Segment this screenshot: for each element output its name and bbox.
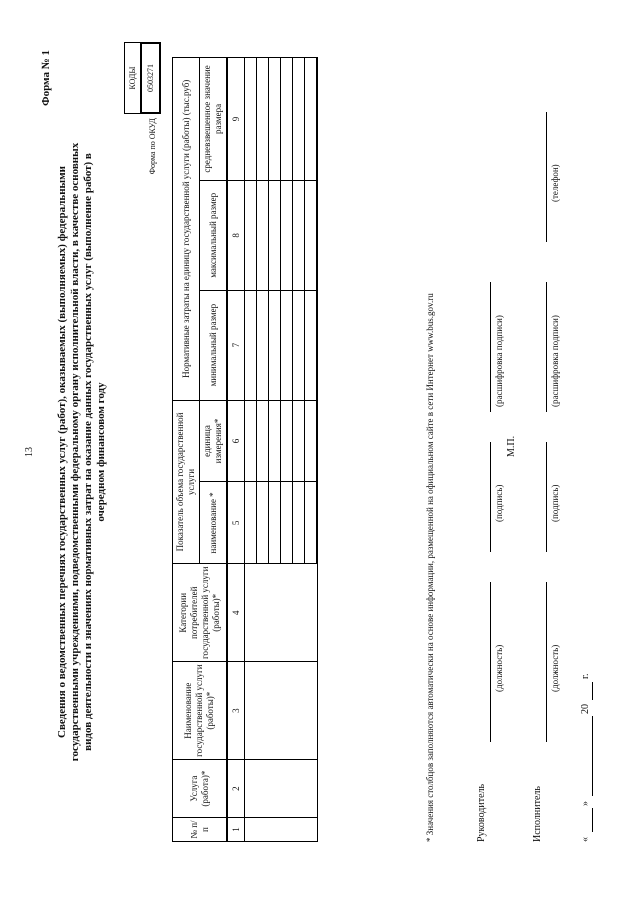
date-day-line: [592, 808, 593, 832]
table-cell: [245, 482, 257, 564]
table-cell: [269, 400, 281, 482]
title-line: очередном финансовом году: [95, 382, 107, 522]
okud-code: 0503271: [140, 42, 161, 114]
executor-decode-line: [546, 282, 547, 412]
table-cell: [257, 482, 269, 564]
head-decode-line: [490, 282, 491, 412]
table-cell: [305, 58, 318, 181]
header-service: Услуга (работа)*: [173, 760, 228, 818]
title-line: Сведения о ведомственных перечнях государственных услуг (работ), оказываемых (выполняемых) федеральными: [56, 166, 68, 738]
rotated-form-sheet: [20, 22, 620, 882]
head-signature-line: [490, 442, 491, 552]
executor-position-caption: (должность): [550, 644, 560, 692]
head-signature-caption: (подпись): [494, 484, 504, 522]
header-no: № п/п: [173, 818, 228, 842]
executor-position-line: [546, 582, 547, 742]
column-number: 2: [227, 760, 245, 818]
header-volume-unit: единица измерения*: [200, 400, 228, 482]
table-cell: [245, 400, 257, 482]
table-cell: [281, 482, 293, 564]
table-row: [245, 58, 257, 842]
header-volume-indicator: Показатель объема государственной услуги: [173, 400, 200, 564]
header-volume-name: наименование *: [200, 482, 228, 564]
codes-box: [124, 42, 161, 114]
stamp-label: М.П.: [506, 435, 517, 457]
table-cell: [305, 290, 318, 400]
table-cell: [257, 400, 269, 482]
executor-phone-caption: (телефон): [550, 164, 560, 202]
date-month-line: [592, 716, 593, 796]
footnote: * Значения столбцов заполняются автоматически на основе информации, размещенной на официальном сайте в сети Интернет www.bus.gov.ru: [425, 293, 435, 842]
table-cell: [293, 400, 305, 482]
header-service-name: Наименование государственной услуги (работы)*: [173, 662, 228, 760]
header-consumer-category: Категории потребителей государственной услуги (работы)*: [173, 564, 228, 662]
codes-header: КОДЫ: [125, 43, 141, 113]
form-title: [56, 62, 108, 842]
date-year-line: [592, 682, 593, 700]
date-close-quote: »: [580, 801, 591, 806]
column-number: 9: [227, 58, 245, 181]
table-cell: [257, 58, 269, 181]
table-cell: [245, 180, 257, 290]
head-decode-caption: (расшифровка подписи): [494, 315, 504, 407]
title-line: видов деятельности и значениях нормативных затрат на оказание данных государственных услуг (выполнение работ) в: [82, 153, 94, 751]
table-cell: [269, 290, 281, 400]
table-cell: [293, 58, 305, 181]
executor-signature-caption: (подпись): [550, 484, 560, 522]
table-cell: [293, 290, 305, 400]
table-cell: [257, 180, 269, 290]
date-year-prefix: 20: [580, 704, 591, 714]
executor-phone-line: [546, 112, 547, 242]
table-cell: [269, 58, 281, 181]
header-min-size: минимальный размер: [200, 290, 228, 400]
table-cell: [305, 400, 318, 482]
column-number: 8: [227, 180, 245, 290]
page-number: 13: [24, 447, 35, 457]
column-number: 3: [227, 662, 245, 760]
column-number: 1: [227, 818, 245, 842]
column-number: 6: [227, 400, 245, 482]
table-cell: [305, 482, 318, 564]
table-cell: [245, 760, 318, 818]
table-cell: [305, 180, 318, 290]
table-cell: [245, 662, 318, 760]
column-number: 4: [227, 564, 245, 662]
table-cell: [269, 482, 281, 564]
column-numbers-row: [227, 58, 245, 842]
table-cell: [245, 58, 257, 181]
services-table: [172, 57, 318, 842]
head-position-caption: (должность): [494, 644, 504, 692]
table-cell: [281, 290, 293, 400]
table-cell: [245, 290, 257, 400]
table-cell: [257, 290, 269, 400]
column-number: 5: [227, 482, 245, 564]
table-cell: [281, 58, 293, 181]
table-cell: [245, 818, 318, 842]
table-cell: [281, 400, 293, 482]
title-line: государственными учреждениями, подведомственными федеральному органу исполнительной власти, в качестве основных: [69, 142, 81, 762]
executor-label: Исполнитель: [532, 786, 543, 842]
date-year-suffix: г.: [580, 673, 591, 679]
executor-decode-caption: (расшифровка подписи): [550, 315, 560, 407]
executor-signature-line: [546, 442, 547, 552]
okud-label: Форма по ОКУД: [148, 118, 157, 175]
table-cell: [245, 564, 318, 662]
date-open-quote: «: [580, 837, 591, 842]
table-cell: [293, 180, 305, 290]
form-number: Форма № 1: [40, 50, 52, 106]
table-cell: [269, 180, 281, 290]
head-label: Руководитель: [476, 783, 487, 842]
header-normative-costs: Нормативные затраты на единицу государственной услуги (работы) (тыс.руб): [173, 58, 200, 401]
table-cell: [281, 180, 293, 290]
head-position-line: [490, 582, 491, 742]
header-max-size: максимальный размер: [200, 180, 228, 290]
column-number: 7: [227, 290, 245, 400]
header-weighted-average: средневзвешенное значение размера: [200, 58, 228, 181]
table-cell: [293, 482, 305, 564]
